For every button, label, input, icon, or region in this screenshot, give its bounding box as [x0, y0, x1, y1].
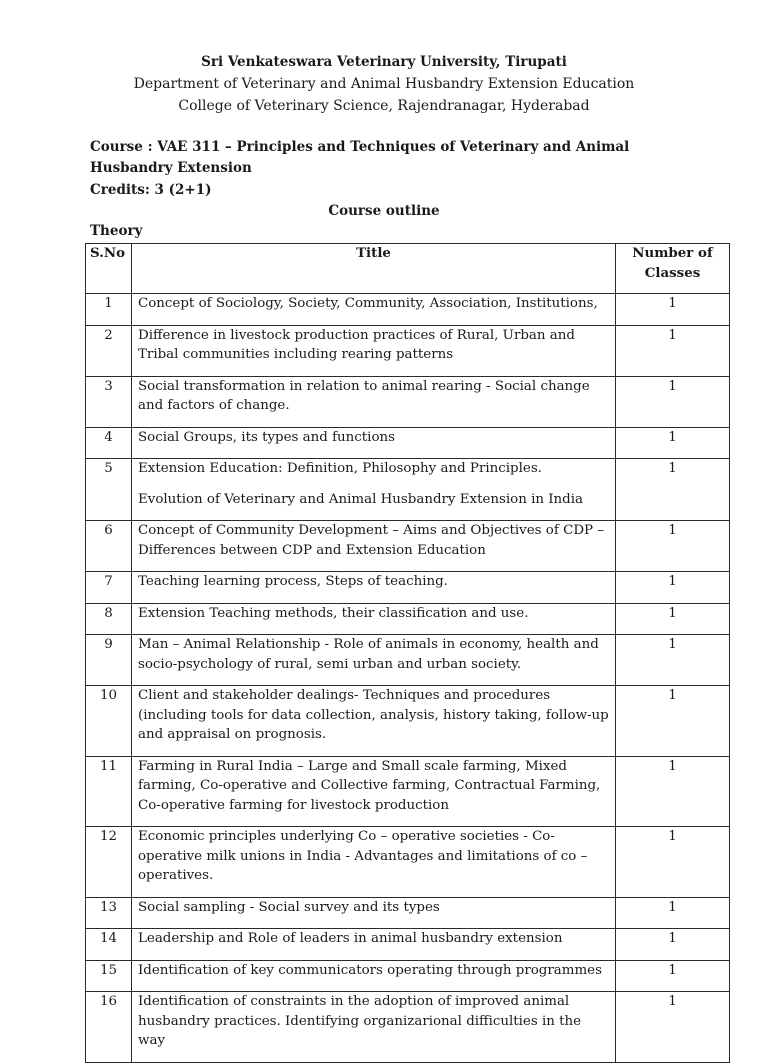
cell-classes: 1 — [616, 992, 730, 1063]
cell-classes: 1 — [616, 294, 730, 326]
table-row — [86, 572, 730, 604]
cell-title: Social sampling - Social survey and its types — [132, 897, 616, 929]
cell-classes: 1 — [616, 929, 730, 961]
cell-title: Client and stakeholder dealings- Techniques and procedures (including tools for data collection, analysis, history taking, follow-up and appraisal on prognosis. — [132, 686, 616, 757]
cell-sno: 9 — [86, 635, 132, 686]
cell-sno: 13 — [86, 897, 132, 929]
table-row — [86, 756, 730, 827]
cell-title: Leadership and Role of leaders in animal husbandry extension — [132, 929, 616, 961]
cell-sno: 12 — [86, 827, 132, 898]
cell-classes: 1 — [616, 635, 730, 686]
cell-sno: 16 — [86, 992, 132, 1063]
cell-title: Identification of key communicators operating through programmes — [132, 960, 616, 992]
cell-classes: 1 — [616, 427, 730, 459]
cell-sno: 4 — [86, 427, 132, 459]
cell-classes: 1 — [616, 897, 730, 929]
table-row — [86, 992, 730, 1063]
cell-classes: 1 — [616, 521, 730, 572]
cell-title: Concept of Community Development – Aims and Objectives of CDP – Differences between CDP and Extension Education — [132, 521, 616, 572]
college-name: College of Veterinary Science, Rajendranagar, Hyderabad — [178, 98, 590, 114]
cell-title: Difference in livestock production practices of Rural, Urban and Tribal communities including rearing patterns — [132, 325, 616, 376]
cell-sno: 11 — [86, 756, 132, 827]
cell-classes: 1 — [616, 603, 730, 635]
table-row — [86, 427, 730, 459]
cell-sno: 5 — [86, 459, 132, 521]
cell-title: Man – Animal Relationship - Role of animals in economy, health and socio-psychology of rural, semi urban and urban society. — [132, 635, 616, 686]
cell-title: Extension Teaching methods, their classification and use. — [132, 603, 616, 635]
cell-sno: 7 — [86, 572, 132, 604]
cell-sno: 14 — [86, 929, 132, 961]
table-row — [86, 603, 730, 635]
cell-classes: 1 — [616, 459, 730, 521]
course-outline-heading: Course outline — [328, 203, 440, 219]
table-header-row — [86, 244, 730, 294]
course-title-block — [90, 137, 704, 179]
table-row — [86, 325, 730, 376]
cell-sno: 10 — [86, 686, 132, 757]
cell-title-line: Evolution of Veterinary and Animal Husbandry Extension in India — [138, 491, 584, 507]
cell-classes: 1 — [616, 572, 730, 604]
cell-sno: 8 — [86, 603, 132, 635]
course-label: Course : — [90, 139, 153, 155]
table-row — [86, 635, 730, 686]
cell-classes: 1 — [616, 325, 730, 376]
cell-title-line: Extension Education: Definition, Philosophy and Principles. — [138, 461, 542, 476]
credits: Credits: 3 (2+1) — [90, 182, 212, 198]
table-row — [86, 459, 730, 521]
table-row — [86, 521, 730, 572]
cell-classes: 1 — [616, 686, 730, 757]
table-row — [86, 376, 730, 427]
cell-title: Teaching learning process, Steps of teaching. — [132, 572, 616, 604]
department-name: Department of Veterinary and Animal Husbandry Extension Education — [133, 76, 635, 92]
cell-title: Social Groups, its types and functions — [132, 427, 616, 459]
cell-classes: 1 — [616, 827, 730, 898]
cell-sno: 6 — [86, 521, 132, 572]
section-heading-theory: Theory — [90, 223, 143, 239]
cell-sno: 3 — [86, 376, 132, 427]
table-row — [86, 897, 730, 929]
column-header-title: Title — [132, 244, 616, 294]
table-row — [86, 960, 730, 992]
university-name: Sri Venkateswara Veterinary University, Tirupati — [201, 54, 567, 70]
table-row — [86, 929, 730, 961]
cell-classes: 1 — [616, 960, 730, 992]
course-outline-table — [85, 243, 730, 1063]
cell-title: Farming in Rural India – Large and Small scale farming, Mixed farming, Co-operative and Collective farming, Contractual Farming, Co-operative farming for livestock production — [132, 756, 616, 827]
cell-sno: 15 — [86, 960, 132, 992]
cell-title: Identification of constraints in the adoption of improved animal husbandry practices. Identifying organizarional difficulties in the way — [132, 992, 616, 1063]
cell-title: Concept of Sociology, Society, Community, Association, Institutions, — [132, 294, 616, 326]
table-row — [86, 827, 730, 898]
column-header-classes: Number of Classes — [616, 244, 730, 294]
cell-title — [132, 459, 616, 521]
column-header-sno: S.No — [86, 244, 132, 294]
table-row — [86, 294, 730, 326]
cell-sno: 2 — [86, 325, 132, 376]
course-title: VAE 311 – Principles and Techniques of Veterinary and Animal Husbandry Extension — [90, 139, 630, 176]
cell-classes: 1 — [616, 376, 730, 427]
cell-title: Economic principles underlying Co – operative societies - Co-operative milk unions in India - Advantages and limitations of co – operatives. — [132, 827, 616, 898]
cell-classes: 1 — [616, 756, 730, 827]
cell-sno: 1 — [86, 294, 132, 326]
cell-title: Social transformation in relation to animal rearing - Social change and factors of change. — [132, 376, 616, 427]
table-row — [86, 686, 730, 757]
